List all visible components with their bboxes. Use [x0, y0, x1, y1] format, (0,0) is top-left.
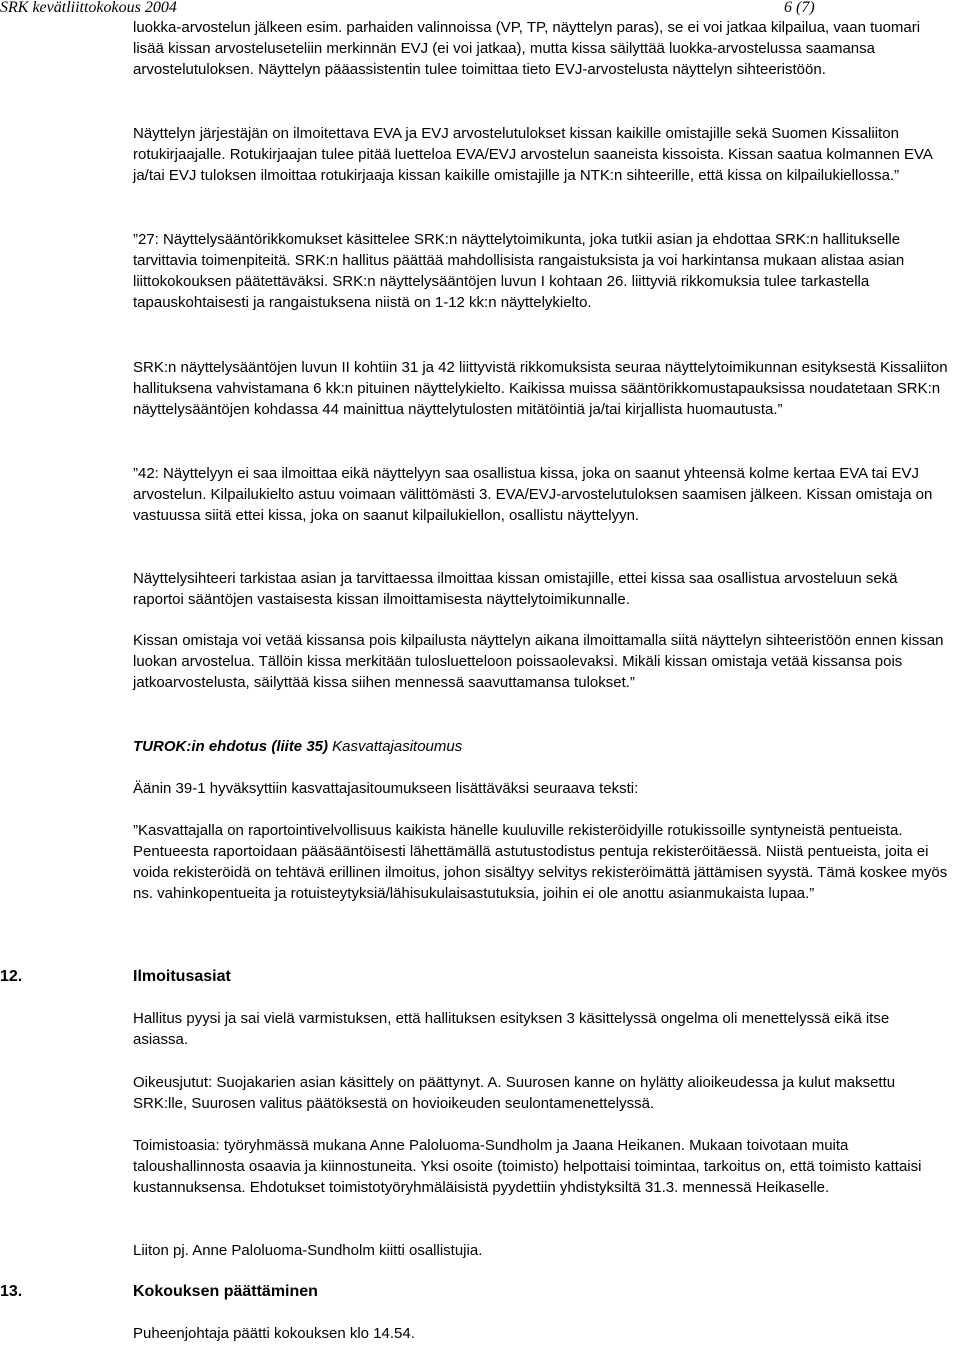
proposal-topic: Kasvattajasitoumus [328, 738, 463, 755]
section-12-paragraph-thanks: Liiton pj. Anne Paloluoma-Sundholm kiitti osallistujia. [133, 1242, 483, 1259]
section-13-number: 13. [0, 1283, 23, 1300]
paragraph-evj-continuation: luokka-arvostelun jälkeen esim. parhaiden valinnoissa (VP, TP, näyttelyn paras), se ei voi jatkaa kilpailua, vaan tuomari lisää kissan arvosteluseteliin merkinnän EVJ (ei voi jatkaa), mutta kissa säilyttää luokka-arvostelussa saamansa arvostelutuloksen. Näyttelyn pääassistentin tulee toimittaa tieto EVJ-arvostelusta näyttelyn sihteeristöön. [133, 19, 921, 78]
paragraph-breeder-commitment-text: ”Kasvattajalla on raportointivelvollisuus kaikista hänelle kuuluville rekisteröidyille rotukissoille syntyneistä pentueista. Pentueesta raportoidaan pääsääntöisesti lähettämällä astutustodistus pentuja rekisteröitäessä. Niistä pentueista, joita ei voida rekisteröidä on tehtävä erillinen ilmoitus, johon sisältyy selvitys rekisteröimättä jättämisen syystä. Tämä koskee myös ns. vahinkopentueita ja rotuisteytyksiä/lähisukulaisastutuksia, joihin ei ole anottu asianmukaista lupaa.” [133, 822, 948, 902]
paragraph-rule-27: ”27: Näyttelysääntörikkomukset käsittelee SRK:n näyttelytoimikunta, joka tutkii asian ja ehdottaa SRK:n hallitukselle tarvittavia toimenpiteitä. SRK:n hallitus päättää mahdollisista rangaistuksista ja voi harkintansa mukaan alistaa asian liittokokouksen päätettäväksi. SRK:n näyttelysääntöjen luvun I kohtaan 26. liittyviä rikkomuksia tulee tarkastella tapauskohtaisesti ja rangaistuksena niistä on 1-12 kk:n näyttelykielto. [133, 231, 905, 311]
section-13-title: Kokouksen päättäminen [133, 1283, 318, 1300]
document-title: SRK kevätliittokokous 2004 [0, 0, 177, 16]
paragraph-rule-31-42: SRK:n näyttelysääntöjen luvun II kohtiin 31 ja 42 liittyvistä rikkomuksista seuraa näyttelytoimikunnan esityksestä Kissaliiton hallituksena vahvistamana 6 kk:n pituinen näyttelykielto. Kaikissa muissa sääntörikkomustapauksissa noudatetaan SRK:n näyttelysääntöjen kohdassa 44 mainittua näyttelytulosten mitätöintiä ja/tai kirjallista huomautusta.” [133, 359, 948, 418]
section-12-paragraph-office: Toimistoasia: työryhmässä mukana Anne Paloluoma-Sundholm ja Jaana Heikanen. Mukaan toivotaan muita taloushallinnosta osaavia ja kiinnostuneita. Yksi osoite (toimisto) helpottaisi toimintaa, tarkoitus on, että toimisto kattaisi kustannuksensa. Ehdotukset toimistotyöryhmäläisistä pyydettiin yhdistyksiltä 31.3. mennessä Heikaselle. [133, 1137, 922, 1196]
section-12-title: Ilmoitusasiat [133, 968, 231, 985]
paragraph-eva-evj-notification: Näyttelyn järjestäjän on ilmoitettava EVA ja EVJ arvostelutulokset kissan kaikille omistajille sekä Suomen Kissaliiton rotukirjaajalle. Rotukirjaajan tulee pitää luetteloa EVA/EVJ arvostelun saaneista kissoista. Kissan saatua kolmannen EVA ja/tai EVJ tuloksen ilmoittaa rotukirjaaja kissan kaikille omistajille ja NTK:n sihteerille, että kissa on kilpailukiellossa.” [133, 125, 933, 184]
section-12-number: 12. [0, 968, 23, 985]
page-number: 6 (7) [784, 0, 815, 16]
section-13-paragraph-closing: Puheenjohtaja päätti kokouksen klo 14.54. [133, 1325, 415, 1342]
section-12-paragraph-lawsuits: Oikeusjutut: Suojakarien asian käsittely on päättynyt. A. Suurosen kanne on hylätty alioikeudessa ja kulut maksettu SRK:lle, Suurosen valitus päätöksestä on hovioikeuden seulontamenettelyssä. [133, 1074, 896, 1112]
section-12-paragraph-board: Hallitus pyysi ja sai vielä varmistuksen, että hallituksen esityksen 3 käsittelyssä ongelma oli menettelyssä eikä itse asiassa. [133, 1010, 890, 1048]
paragraph-show-secretary: Näyttelysihteeri tarkistaa asian ja tarvittaessa ilmoittaa kissan omistajille, ettei kissa saa osallistua arvosteluun sekä raportoi sääntöjen vastaisesta kissan ilmoittamisesta näyttelytoimikunnalle. [133, 570, 898, 608]
proposal-source: TUROK:in ehdotus (liite 35) [133, 738, 328, 755]
paragraph-rule-42: ”42: Näyttelyyn ei saa ilmoittaa eikä näyttelyyn saa osallistua kissa, joka on saanut yhteensä kolme kertaa EVA tai EVJ arvostelun. Kilpailukielto astuu voimaan välittömästi 3. EVA/EVJ-arvostelutuloksen saamisen jälkeen. Kissan omistaja on vastuussa siitä ettei kissa, joka on saanut kilpailukiellon, osallistu näyttelyyn. [133, 465, 933, 524]
proposal-heading [133, 736, 948, 757]
paragraph-withdrawal: Kissan omistaja voi vetää kissansa pois kilpailusta näyttelyn aikana ilmoittamalla siitä näyttelyn sihteeristöön ennen kissan luokan arvostelua. Tällöin kissa merkitään tulosluetteloon poissaolevaksi. Mikäli kissan omistaja vetää kissansa pois jatkoarvostelusta, säilyttää kissa siihen mennessä saavuttamansa tulokset.” [133, 632, 944, 691]
paragraph-vote-result: Äänin 39-1 hyväksyttiin kasvattajasitoumukseen lisättäväksi seuraava teksti: [133, 780, 639, 797]
